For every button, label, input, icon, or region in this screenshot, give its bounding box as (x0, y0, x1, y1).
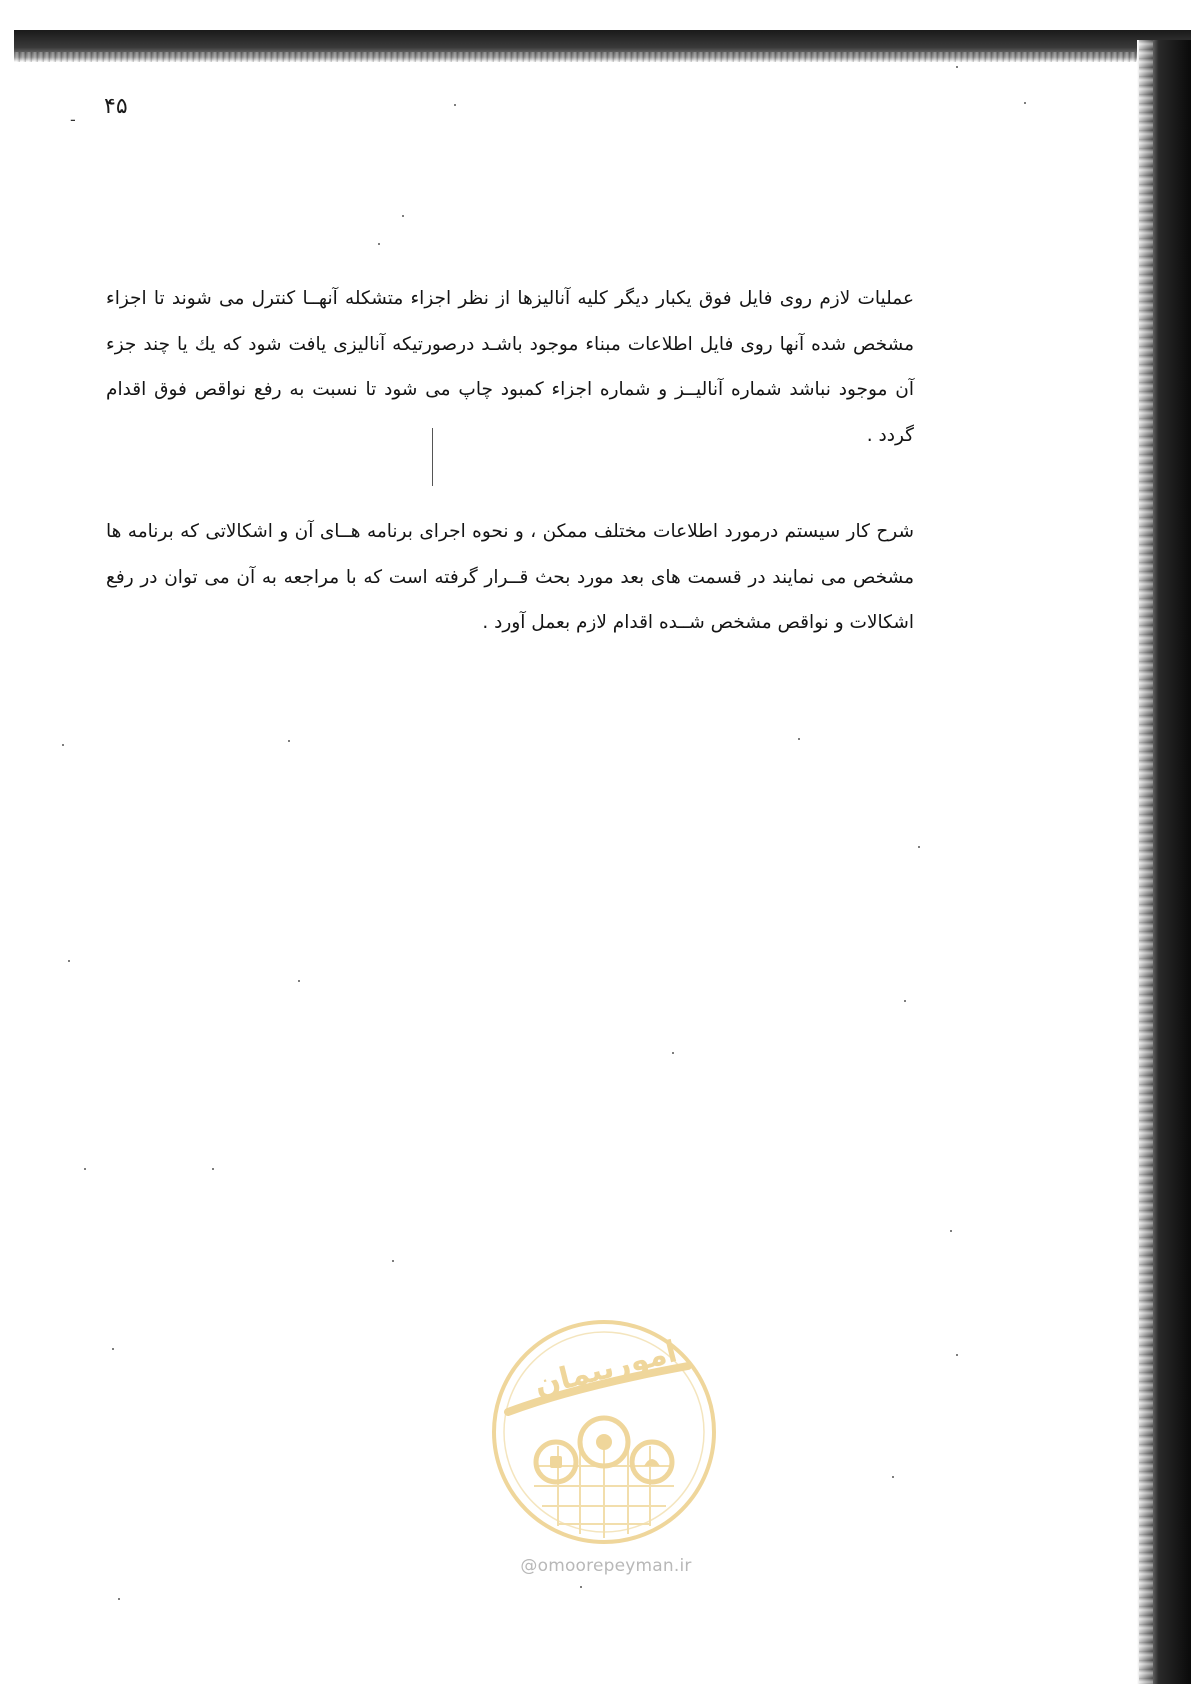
scan-speck (402, 215, 404, 217)
scan-speck (68, 960, 70, 962)
margin-dash: - (70, 110, 76, 129)
scan-speck (672, 1052, 674, 1054)
scan-speck (288, 740, 290, 742)
scan-speck (392, 1260, 394, 1262)
scan-speck (580, 1586, 582, 1588)
scan-speck (118, 1598, 120, 1600)
page-number: ۴۵ (104, 94, 128, 119)
paragraph-1: عملیات لازم روی فایل فوق یکبار دیگر کلیه آنالیزها از نظر اجزاء متشکله آنهــا کنترل می شوند تا اجزاء مشخص شده آنها روی فایل اطلاعات مبناء موجود باشـد درصورتیکه آنالیزی یافت شود که یك یا چند جزء آن موجود نباشد شماره آنالیــز و شماره اجزاء کمبود چاپ می شود تا نسبت به رفع نواقص فوق اقدام گردد . (106, 288, 914, 446)
scan-speck (62, 744, 64, 746)
scan-right-edge (1137, 40, 1191, 1684)
scan-speck (904, 1000, 906, 1002)
paragraph-2: شرح کار سیستم درمورد اطلاعات مختلف ممکن ، و نحوه اجرای برنامه هــای آن و اشکالاتی که برنامه ها مشخص می نمایند در قسمت های بعد مورد بحث قــرار گرفته است که با مراجعه به آن می توان در رفع اشکالات و نواقص مشخص شــده اقدام لازم بعمل آورد . (106, 521, 914, 633)
scan-speck (956, 1354, 958, 1356)
scan-speck (212, 1168, 214, 1170)
scan-top-edge (14, 30, 1191, 62)
scan-speck (454, 104, 456, 106)
scan-speck (956, 66, 958, 68)
scan-speck (1024, 102, 1026, 104)
scan-speck (798, 738, 800, 740)
scan-speck (378, 243, 380, 245)
scan-speck (84, 1168, 86, 1170)
watermark-seal-icon (488, 1316, 720, 1548)
scan-speck (918, 846, 920, 848)
scan-speck (112, 1348, 114, 1350)
watermark-caption: @omoorepeyman.ir (520, 1556, 692, 1576)
watermark-logo-text: امورپیمان (530, 1334, 681, 1404)
scan-speck (950, 1230, 952, 1232)
scan-speck (892, 1476, 894, 1478)
scan-speck (298, 980, 300, 982)
scan-vertical-mark (432, 428, 433, 486)
